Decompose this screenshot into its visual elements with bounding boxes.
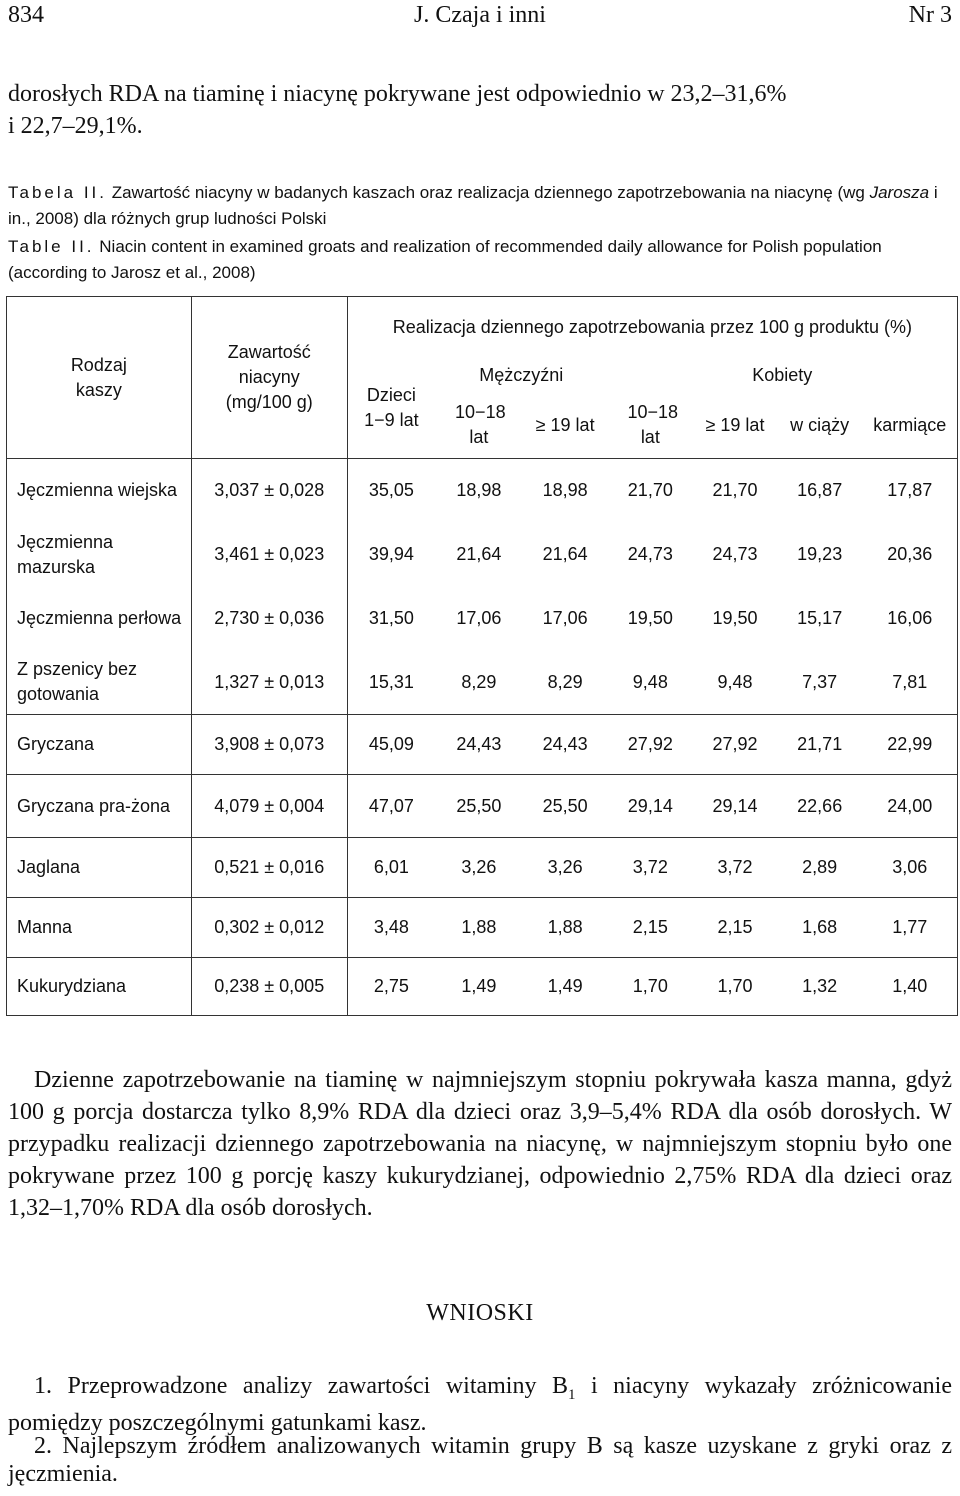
table-row (7, 459, 958, 523)
cell-pregnant: 1,32 (777, 958, 863, 1016)
table-row (7, 651, 958, 715)
cell-children: 31,50 (368, 608, 414, 628)
cell-men-10-18: 1,49 (435, 958, 523, 1016)
cell-breastfeeding: 1,77 (863, 898, 958, 958)
cell-women-19plus: 9,48 (693, 651, 777, 715)
header-breastfeeding: karmiące (863, 393, 958, 459)
header-women: Kobiety (607, 359, 957, 393)
cell-children: 45,09 (347, 715, 435, 775)
row-name: Jęczmienna mazurska (7, 523, 192, 587)
cell-men-10-18: 1,88 (435, 898, 523, 958)
intro-line-1: dorosłych RDA na tiaminę i niacynę pokrywane jest odpowiednio w 23,2–31,6% (8, 81, 787, 107)
header-rda-realization: Realizacja dziennego zapotrzebowania przez 100 g produktu (%) (347, 297, 957, 359)
cell-women-10-18: 21,70 (627, 480, 673, 501)
header-pregnant: w ciąży (777, 393, 863, 459)
table-row (7, 715, 958, 775)
conclusion-1-subscript: 1 (567, 1386, 576, 1403)
caption-pl-author: Jarosza (869, 183, 930, 202)
conclusion-1-text-b: i niacyny wykazały zróżnicowanie pomiędzy poszczególnymi gatunkami kasz. (8, 1373, 952, 1436)
cell-pregnant: 21,71 (777, 715, 863, 775)
cell-content: 0,302 ± 0,012 (191, 898, 347, 958)
cell-children: 47,07 (347, 775, 435, 838)
cell-breastfeeding: 7,81 (863, 651, 958, 715)
cell-women-19plus: 27,92 (693, 715, 777, 775)
cell-breastfeeding: 20,36 (863, 523, 958, 587)
caption-pl-text-b: i in., 2008) dla różnych grup ludności Polski (8, 183, 938, 228)
cell-men-10-18: 8,29 (435, 651, 523, 715)
cell-men-19plus: 24,43 (523, 715, 608, 775)
cell-women-10-18: 9,48 (607, 651, 693, 715)
cell-pregnant: 16,87 (797, 480, 843, 501)
cell-children: 39,94 (368, 544, 414, 564)
header-men: Mężczyźni (479, 365, 564, 385)
cell-women-19plus: 21,70 (712, 480, 758, 501)
table-caption-pl (8, 180, 954, 232)
cell-women-19plus: 2,15 (693, 898, 777, 958)
cell-breastfeeding: 16,06 (863, 587, 958, 651)
cell-men-19plus: 25,50 (523, 775, 608, 838)
page-number: 834 (8, 2, 44, 28)
cell-men-10-18: 18,98 (456, 480, 502, 501)
intro-line-2: i 22,7–29,1%. (8, 113, 143, 139)
cell-women-10-18: 27,92 (607, 715, 693, 775)
cell-men-19plus: 3,26 (523, 838, 608, 898)
intro-paragraph (8, 78, 952, 142)
cell-men-10-18: 25,50 (435, 775, 523, 838)
cell-children: 6,01 (347, 838, 435, 898)
cell-women-19plus: 3,72 (693, 838, 777, 898)
table-row (7, 523, 958, 587)
conclusions-heading: WNIOSKI (426, 1300, 534, 1326)
cell-pregnant: 2,89 (777, 838, 863, 898)
caption-en-prefix: Table II. (8, 237, 95, 256)
running-head-authors: J. Czaja i inni (414, 2, 546, 28)
cell-women-10-18: 3,72 (607, 838, 693, 898)
cell-content: 1,327 ± 0,013 (191, 651, 347, 715)
cell-pregnant: 19,23 (797, 544, 843, 564)
table-row (7, 838, 958, 898)
cell-pregnant: 15,17 (797, 608, 843, 628)
header-children: Dzieci 1−9 lat (347, 359, 435, 459)
issue-number: Nr 3 (908, 2, 952, 28)
cell-women-19plus: 19,50 (712, 608, 758, 628)
cell-women-10-18: 24,73 (627, 544, 673, 564)
row-name: Jaglana (7, 838, 192, 898)
cell-breastfeeding: 1,40 (863, 958, 958, 1016)
row-name: Gryczana pra-żona (7, 775, 192, 838)
conclusion-item-1 (8, 1372, 952, 1437)
cell-pregnant: 7,37 (777, 651, 863, 715)
body-paragraph: Dzienne zapotrzebowanie na tiaminę w najmniejszym stopniu pokrywała kasza manna, gdyż 100 g porcja dostarcza tylko 8,9% RDA dla dzieci oraz 3,9–5,4% RDA dla osób dorosłych. W przypadku realizacji dziennego zapotrzebowania na niacynę, w najmniejszym stopniu było one pokrywane przez 100 g porcję kaszy kukurydzianej, odpowiednio 2,75% RDA dla dzieci oraz 1,32–1,70% RDA dla osób dorosłych. (8, 1067, 952, 1221)
cell-women-10-18: 2,15 (607, 898, 693, 958)
cell-men-10-18: 24,43 (435, 715, 523, 775)
cell-men-19plus: 1,88 (523, 898, 608, 958)
table-caption-en (8, 234, 954, 286)
cell-breastfeeding: 22,99 (863, 715, 958, 775)
cell-content: 3,461 ± 0,023 (191, 523, 347, 587)
cell-content: 3,037 ± 0,028 (191, 459, 347, 523)
cell-content: 0,521 ± 0,016 (191, 838, 347, 898)
row-name: Kukurydziana (7, 958, 192, 1016)
cell-content: 4,079 ± 0,004 (191, 775, 347, 838)
cell-men-10-18: 17,06 (456, 608, 502, 628)
page-header (8, 0, 952, 36)
cell-women-19plus: 1,70 (693, 958, 777, 1016)
cell-content: 3,908 ± 0,073 (191, 715, 347, 775)
row-name: Jęczmienna wiejska (7, 459, 192, 523)
header-men-10-18: 10−18 lat (435, 393, 523, 459)
cell-pregnant: 22,66 (777, 775, 863, 838)
cell-pregnant: 1,68 (777, 898, 863, 958)
cell-men-10-18: 3,26 (435, 838, 523, 898)
row-name: Jęczmienna perłowa (7, 587, 192, 651)
header-women-19plus: ≥ 19 lat (693, 393, 777, 459)
table-row (7, 958, 958, 1016)
row-name: Gryczana (7, 715, 192, 775)
cell-women-10-18: 29,14 (607, 775, 693, 838)
table-row (7, 898, 958, 958)
cell-children: 35,05 (368, 480, 414, 501)
caption-en-text: Niacin content in examined groats and realization of recommended daily allowance for Polish population (according to Jarosz et al., 2008) (8, 237, 882, 282)
cell-men-19plus: 1,49 (523, 958, 608, 1016)
conclusion-1-text-a: 1. Przeprowadzone analizy zawartości witaminy B (34, 1373, 568, 1399)
cell-men-19plus: 17,06 (542, 608, 588, 628)
table-row (7, 587, 958, 651)
row-name: Z pszenicy bez gotowania (7, 651, 192, 715)
niacin-table (6, 296, 958, 1016)
header-groat-type: Rodzaj kaszy (7, 297, 192, 459)
conclusion-item-2: 2. Najlepszym źródłem analizowanych witamin grupy B są kasze uzyskane z gryki oraz z jęczmienia. (8, 1433, 952, 1487)
table-row (7, 775, 958, 838)
cell-children: 3,48 (347, 898, 435, 958)
header-niacin-content: Zawartość niacyny (mg/100 g) (191, 297, 347, 459)
header-women-10-18: 10−18 lat (607, 393, 693, 459)
caption-pl-prefix: Tabela II. (8, 183, 107, 202)
cell-breastfeeding: 3,06 (863, 838, 958, 898)
cell-children: 15,31 (347, 651, 435, 715)
cell-men-19plus: 8,29 (523, 651, 608, 715)
cell-breastfeeding: 24,00 (863, 775, 958, 838)
cell-men-10-18: 21,64 (456, 544, 502, 564)
caption-pl-text-a: Zawartość niacyny w badanych kaszach oraz realizacja dziennego zapotrzebowania na niacynę (wg (107, 183, 870, 202)
cell-breastfeeding: 17,87 (863, 459, 958, 523)
cell-content: 0,238 ± 0,005 (191, 958, 347, 1016)
cell-men-19plus: 21,64 (542, 544, 588, 564)
cell-women-19plus: 29,14 (693, 775, 777, 838)
cell-women-10-18: 1,70 (607, 958, 693, 1016)
cell-men-19plus: 18,98 (542, 480, 588, 501)
row-name: Manna (7, 898, 192, 958)
cell-children: 2,75 (347, 958, 435, 1016)
cell-women-10-18: 19,50 (627, 608, 673, 628)
cell-content: 2,730 ± 0,036 (191, 587, 347, 651)
header-men-19plus: ≥ 19 lat (523, 393, 608, 459)
cell-women-19plus: 24,73 (712, 544, 758, 564)
